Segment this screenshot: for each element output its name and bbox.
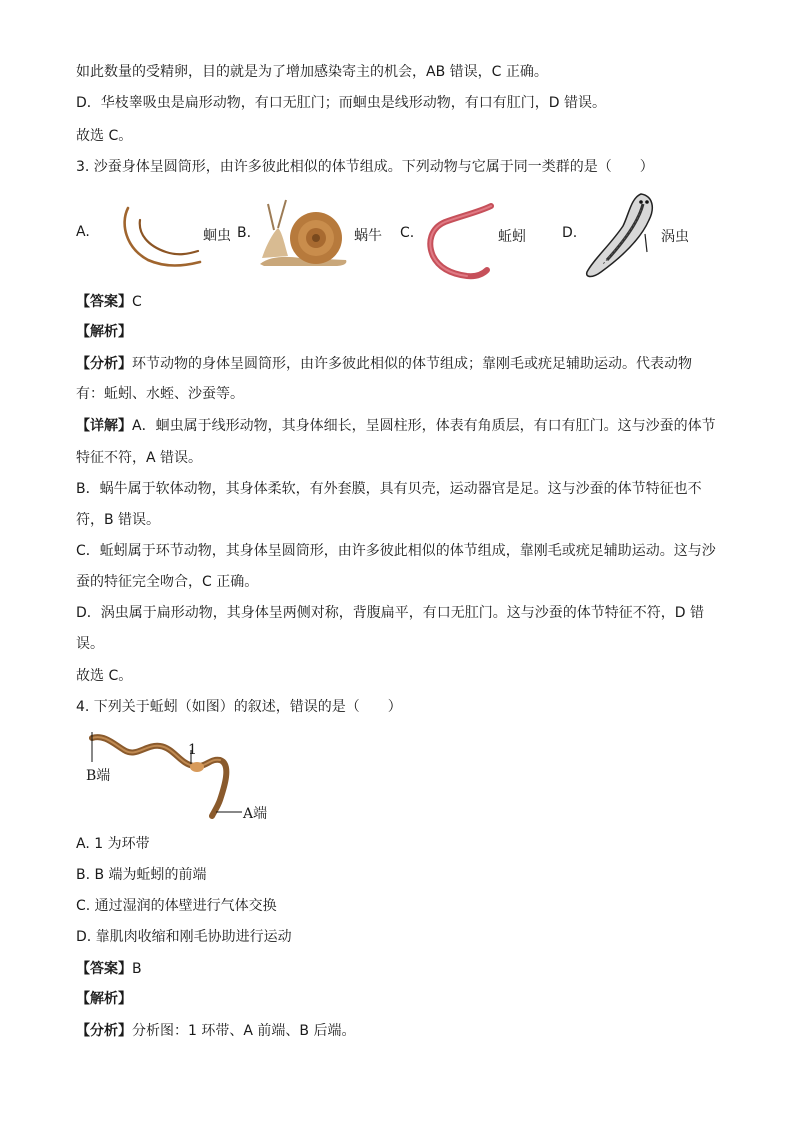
q3-answer xyxy=(76,292,142,312)
xiangjie-tag: 【详解】 xyxy=(76,418,132,434)
fenxi-tag: 【分析】 xyxy=(76,356,132,372)
text-line: 有：蚯蚓、水蛭、沙蚕等。 xyxy=(76,386,244,402)
text-line: 误。 xyxy=(76,636,104,652)
earthworm-image xyxy=(425,202,497,278)
text-line: 特征不符，A 错误。 xyxy=(76,450,203,466)
option-d-name: 涡虫 xyxy=(661,229,689,245)
text-line: D．华枝睾吸虫是扁形动物，有口无肛门；而蛔虫是线形动物，有口有肛门，D 错误。 xyxy=(76,95,607,111)
q4-answer xyxy=(76,959,142,979)
text-line: C．蚯蚓属于环节动物，其身体呈圆筒形，由许多彼此相似的体节组成，靠刚毛或疣足辅助运动。这与沙 xyxy=(76,543,716,559)
answer-value: B xyxy=(132,961,142,977)
option-b-letter: B. xyxy=(237,225,252,241)
q4-option-d: D. 靠肌肉收缩和刚毛协助进行运动 xyxy=(76,929,292,945)
q4-option-c: C. 通过湿润的体壁进行气体交换 xyxy=(76,898,277,914)
xiangjie-text: A．蛔虫属于线形动物，其身体细长，呈圆柱形，体表有角质层，有口有肛门。这与沙蚕的体节 xyxy=(132,418,716,434)
answer-tag: 【答案】 xyxy=(76,294,132,310)
snail-image xyxy=(256,198,352,268)
figure-label-b: B端 xyxy=(86,768,111,784)
q3-jiexi: 【解析】 xyxy=(76,324,132,340)
q3-fenxi xyxy=(76,354,692,374)
option-a-name: 蛔虫 xyxy=(203,228,231,244)
q4-option-a: A. 1 为环带 xyxy=(76,836,150,852)
text-line: 故选 C。 xyxy=(76,128,133,144)
roundworm-image xyxy=(118,204,204,270)
option-d-letter: D. xyxy=(562,225,578,241)
text-line: 符，B 错误。 xyxy=(76,512,161,528)
q4-fenxi xyxy=(76,1021,355,1041)
answer-value: C xyxy=(132,294,142,310)
text-line: 蚕的特征完全吻合，C 正确。 xyxy=(76,574,259,590)
question-4-stem: 4. 下列关于蚯蚓（如图）的叙述，错误的是（ ） xyxy=(76,699,402,715)
figure-label-a: A端 xyxy=(243,806,268,822)
option-c-name: 蚯蚓 xyxy=(498,229,526,245)
planarian-image xyxy=(583,190,659,282)
fenxi-text: 分析图：1 环带、A 前端、B 后端。 xyxy=(132,1023,356,1039)
option-c-letter: C. xyxy=(400,225,415,241)
q3-xiangjie xyxy=(76,416,716,436)
text-line: 如此数量的受精卵，目的就是为了增加感染寄主的机会，AB 错误，C 正确。 xyxy=(76,64,548,80)
question-3-stem: 3. 沙蚕身体呈圆筒形，由许多彼此相似的体节组成。下列动物与它属于同一类群的是（ ） xyxy=(76,159,654,175)
text-line: D．涡虫属于扁形动物，其身体呈两侧对称，背腹扁平，有口无肛门。这与沙蚕的体节特征不符，D 错 xyxy=(76,605,705,621)
text-line: 故选 C。 xyxy=(76,668,133,684)
text-line: B．蜗牛属于软体动物，其身体柔软，有外套膜，具有贝壳，运动器官是足。这与沙蚕的体节特征也不 xyxy=(76,481,702,497)
q4-jiexi: 【解析】 xyxy=(76,991,132,1007)
fenxi-text: 环节动物的身体呈圆筒形，由许多彼此相似的体节组成；靠刚毛或疣足辅助运动。代表动物 xyxy=(132,356,692,372)
answer-tag: 【答案】 xyxy=(76,961,132,977)
q4-option-b: B. B 端为蚯蚓的前端 xyxy=(76,867,207,883)
figure-label-1: 1 xyxy=(188,742,197,758)
fenxi-tag: 【分析】 xyxy=(76,1023,132,1039)
option-b-name: 蜗牛 xyxy=(354,228,382,244)
option-a-letter: A. xyxy=(76,224,90,240)
